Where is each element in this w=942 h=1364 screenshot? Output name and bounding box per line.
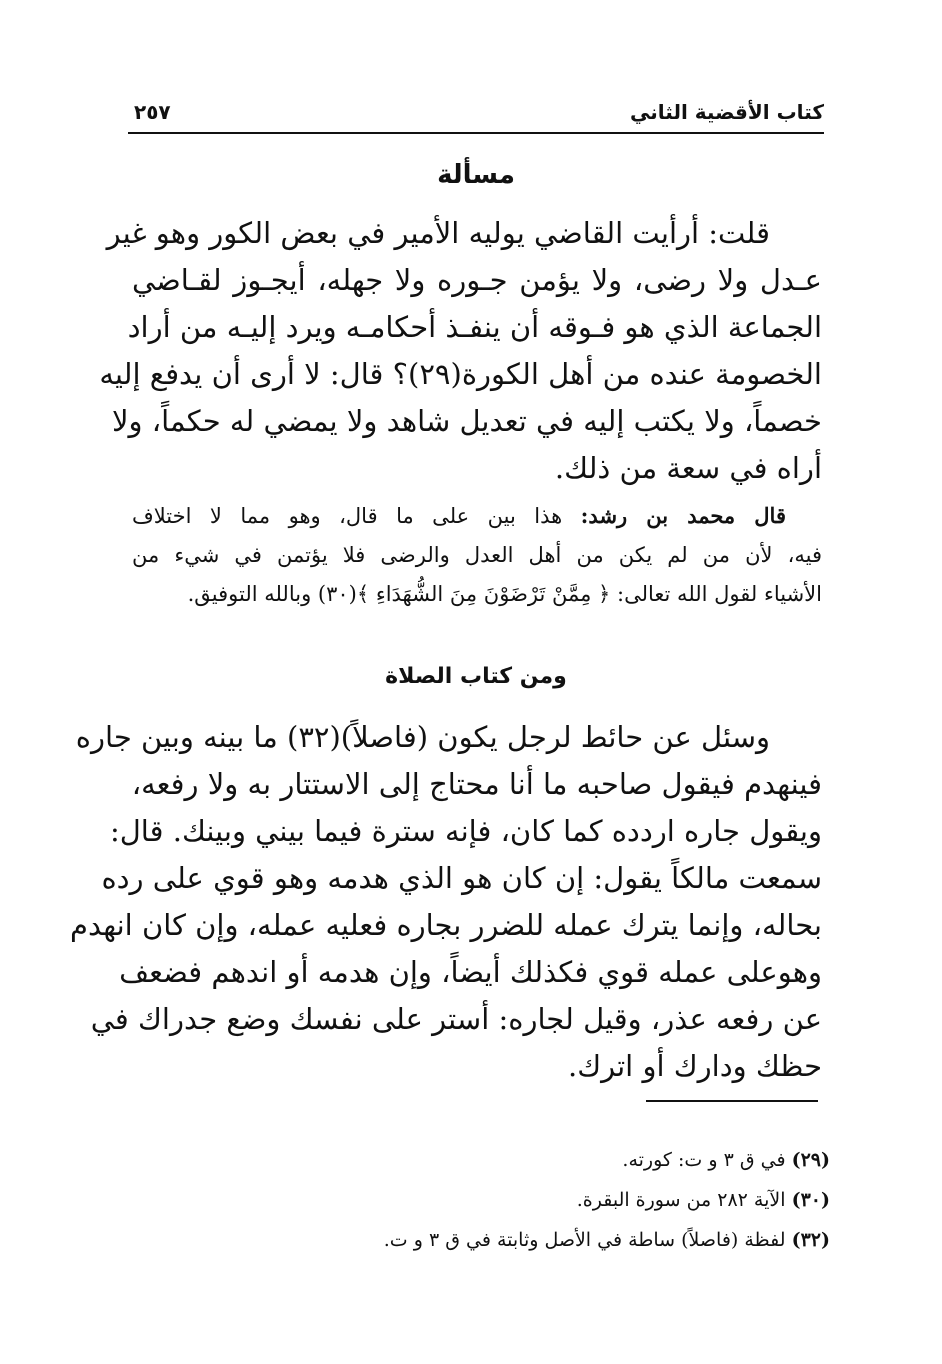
section-heading-salat: ومن كتاب الصلاة	[385, 664, 567, 689]
text-line: عـدل ولا رضى، ولا يؤمن جـوره ولا جهله، أيجـوز لقـاضي	[132, 263, 822, 297]
footnote-text: لفظة (فاصلاً) ساطة في الأصل وثابتة في ق ٣ و ت.	[383, 1229, 786, 1251]
text-line: بحاله، وإنما يترك عمله للضرر بجاره فعليه عمله، وإن كان انهدم	[70, 908, 822, 942]
text-line: الأشياء لقول الله تعالى: ﴿ مِمَّنْ تَرْضَوْنَ مِنَ الشُّهَدَاءِ ﴾(٣٠) وبالله التوفيق.	[187, 582, 822, 606]
footnote	[300, 1140, 830, 1180]
text-line: الخصومة عنده من أهل الكورة(٢٩)؟ قال: لا أرى أن يدفع إليه	[99, 357, 822, 391]
footnote-separator	[646, 1100, 818, 1102]
text-line: فيه، لأن من لم يكن من أهل العدل والرضى فلا يؤتمن في شيء من	[132, 543, 822, 567]
footnote-text: في ق ٣ و ت: كورته.	[622, 1149, 786, 1171]
text-line: فينهدم فيقول صاحبه ما أنا محتاج إلى الاستتار به ولا رفعه،	[131, 767, 822, 801]
text-line: ويقول جاره اردده كما كان، فإنه سترة فيما بيني وبينك. قال:	[109, 814, 822, 848]
page-number: ٢٥٧	[134, 100, 171, 124]
commentary-speaker: قال محمد بن رشد:	[580, 503, 786, 528]
section-heading-masala: مسألة	[437, 160, 515, 190]
text-line: حظك ودارك أو اترك.	[567, 1049, 822, 1083]
text-line: وسئل عن حائط لرجل يكون (فاصلاً)(٣٢) ما بينه وبين جاره	[75, 720, 770, 754]
text-line: وهوعلى عمله قوي فكذلك أيضاً، وإن هدمه أو اندهم فضعف	[119, 955, 822, 989]
text-line: عن رفعه عذر، وقيل لجاره: أستر على نفسك وضع جدراك في	[90, 1002, 822, 1036]
text-line: سمعت مالكاً يقول: إن كان هو الذي هدمه وهو قوي على رده	[101, 861, 822, 895]
question-paragraph	[99, 210, 822, 492]
footnote-number: (٢٩)	[791, 1149, 830, 1171]
text-line: قلت: أرأيت القاضي يوليه الأمير في بعض الكور وهو غير	[106, 216, 770, 250]
text-line: قال محمد بن رشد: هذا بين على ما قال، وهو مما لا اختلاف	[132, 503, 786, 528]
footnote-number: (٣٢)	[791, 1229, 830, 1251]
footnote	[300, 1180, 830, 1220]
running-title: كتاب الأقضية الثاني	[630, 100, 824, 124]
salat-paragraph	[70, 714, 822, 1090]
footnotes	[300, 1140, 830, 1260]
running-head	[128, 96, 824, 134]
footnote-text: الآية ٢٨٢ من سورة البقرة.	[576, 1189, 786, 1211]
text-line: الجماعة الذي هو فـوقه أن ينفـذ أحكامـه ويرد إليـه من أراد	[127, 310, 822, 344]
footnote-number: (٣٠)	[791, 1189, 830, 1211]
commentary-paragraph	[132, 496, 822, 614]
text-line: خصماً، ولا يكتب إليه في تعديل شاهد ولا يمضي له حكماً، ولا	[111, 404, 822, 438]
footnote	[300, 1220, 830, 1260]
text-line: أراه في سعة من ذلك.	[554, 451, 822, 485]
